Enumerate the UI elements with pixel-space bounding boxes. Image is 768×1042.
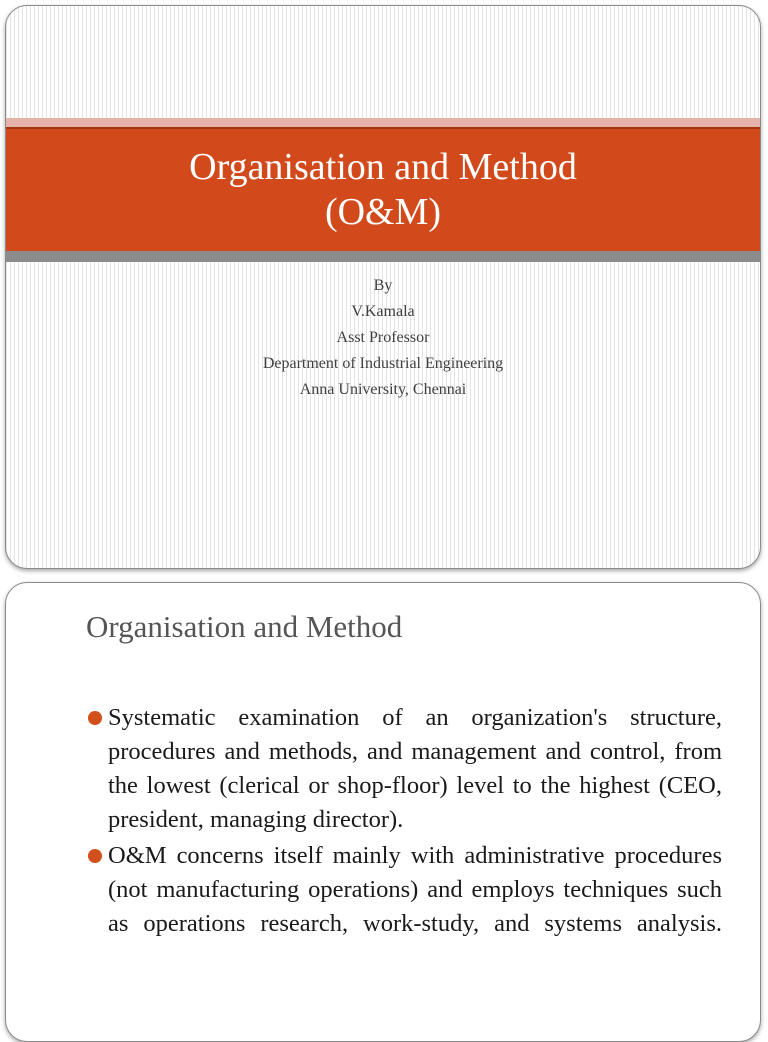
slide-title-line-2: (O&M) [324, 191, 442, 233]
title-top-accent-strip [6, 118, 760, 127]
bullet-item-2: O&M concerns itself mainly with administrative procedures (not manufacturing operations) and employs techniques such as operations research, work-study, and systems analysis. [108, 842, 722, 937]
slide-subtitle [6, 273, 760, 403]
title-bottom-accent-strip [6, 251, 760, 262]
orange-bullet-icon [85, 846, 107, 868]
orange-bullet-icon [85, 708, 107, 730]
slide-title [6, 145, 760, 235]
subtitle-university: Anna University, Chennai [299, 381, 467, 398]
subtitle-position: Asst Professor [336, 329, 430, 346]
content-slide [5, 582, 761, 1042]
content-slide-heading: Organisation and Method [86, 609, 403, 644]
subtitle-author: V.Kamala [351, 303, 415, 320]
title-band [6, 127, 760, 251]
subtitle-department: Department of Industrial Engineering [262, 355, 504, 372]
slide-title-line-1: Organisation and Method [189, 146, 577, 188]
subtitle-by: By [373, 277, 393, 294]
title-slide [5, 5, 761, 569]
bullet-item-1: Systematic examination of an organization's structure, procedures and methods, and management and control, from the lowest (clerical or shop-floor) level to the highest (CEO, president, managing director). [108, 704, 722, 833]
